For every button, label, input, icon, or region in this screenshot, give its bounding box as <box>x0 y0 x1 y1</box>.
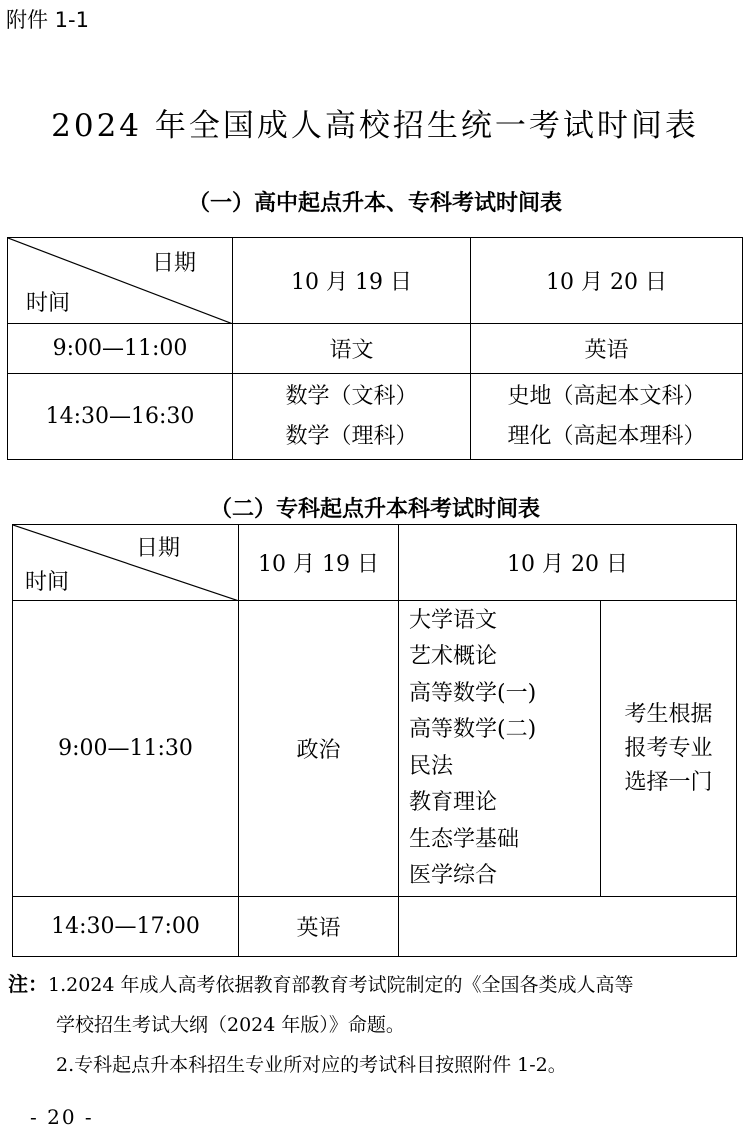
subject-cell: 英语 <box>239 897 399 957</box>
list-item: 艺术概论 <box>409 644 498 669</box>
time-slot: 9:00—11:30 <box>13 601 239 897</box>
empty-cell <box>399 897 737 957</box>
table1-date-2: 10 月 20 日 <box>471 238 743 324</box>
note-text: 1.2024 年成人高考依据教育部教育考试院制定的《全国各类成人高等 <box>48 974 634 996</box>
note-line-2: 2.专科起点升本科招生专业所对应的考试科目按照附件 1-2。 <box>56 1054 567 1076</box>
note-line: 选择一门 <box>624 769 713 795</box>
note-label: 注： <box>8 972 48 996</box>
selection-note <box>601 601 737 897</box>
table2-header-diagonal <box>13 525 239 601</box>
subject-list <box>399 601 601 897</box>
subject-item: 史地（高起本文科） <box>507 383 706 409</box>
appendix-label: 附件 1-1 <box>6 8 89 32</box>
subject-cell: 英语 <box>471 324 743 374</box>
table-row <box>8 374 743 460</box>
page-number: - 20 - <box>30 1105 94 1129</box>
table-row <box>8 324 743 374</box>
list-item: 民法 <box>409 753 454 779</box>
list-item: 医学综合 <box>409 863 498 888</box>
time-slot: 9:00—11:00 <box>8 324 233 374</box>
header-date-label: 日期 <box>135 536 180 561</box>
note-line: 考生根据 <box>624 701 713 727</box>
section2-table <box>12 524 737 957</box>
time-slot: 14:30—17:00 <box>13 897 239 957</box>
subject-item: 数学（理科） <box>285 423 418 449</box>
subject-cell <box>471 374 743 460</box>
header-time-label: 时间 <box>26 291 71 316</box>
header-time-label: 时间 <box>25 570 70 595</box>
section1-table <box>7 237 743 460</box>
list-item: 高等数学(一) <box>409 680 537 706</box>
subject-cell: 政治 <box>239 601 399 897</box>
list-item: 生态学基础 <box>409 826 520 852</box>
subject-item: 数学（文科） <box>285 383 418 409</box>
subject-item: 理化（高起本理科） <box>507 423 706 449</box>
table-row <box>13 601 737 897</box>
list-item: 教育理论 <box>409 790 498 815</box>
time-slot: 14:30—16:30 <box>8 374 233 460</box>
note-line-1b: 学校招生考试大纲（2024 年版）》命题。 <box>56 1014 405 1036</box>
section1-title: （一）高中起点升本、专科考试时间表 <box>187 191 562 216</box>
list-item: 高等数学(二) <box>409 717 537 742</box>
table2-date-2: 10 月 20 日 <box>399 525 737 601</box>
table2-date-1: 10 月 19 日 <box>239 525 399 601</box>
section2-title: （二）专科起点升本科考试时间表 <box>209 497 540 522</box>
note-line: 报考专业 <box>624 735 713 761</box>
subject-cell <box>233 374 471 460</box>
table-row <box>13 897 737 957</box>
table1-date-1: 10 月 19 日 <box>233 238 471 324</box>
page-title: 2024 年全国成人高校招生统一考试时间表 <box>51 108 699 144</box>
subject-cell: 语文 <box>233 324 471 374</box>
note-line-1 <box>8 968 634 997</box>
table1-header-diagonal <box>8 238 233 324</box>
header-date-label: 日期 <box>151 251 196 276</box>
list-item: 大学语文 <box>409 607 498 633</box>
